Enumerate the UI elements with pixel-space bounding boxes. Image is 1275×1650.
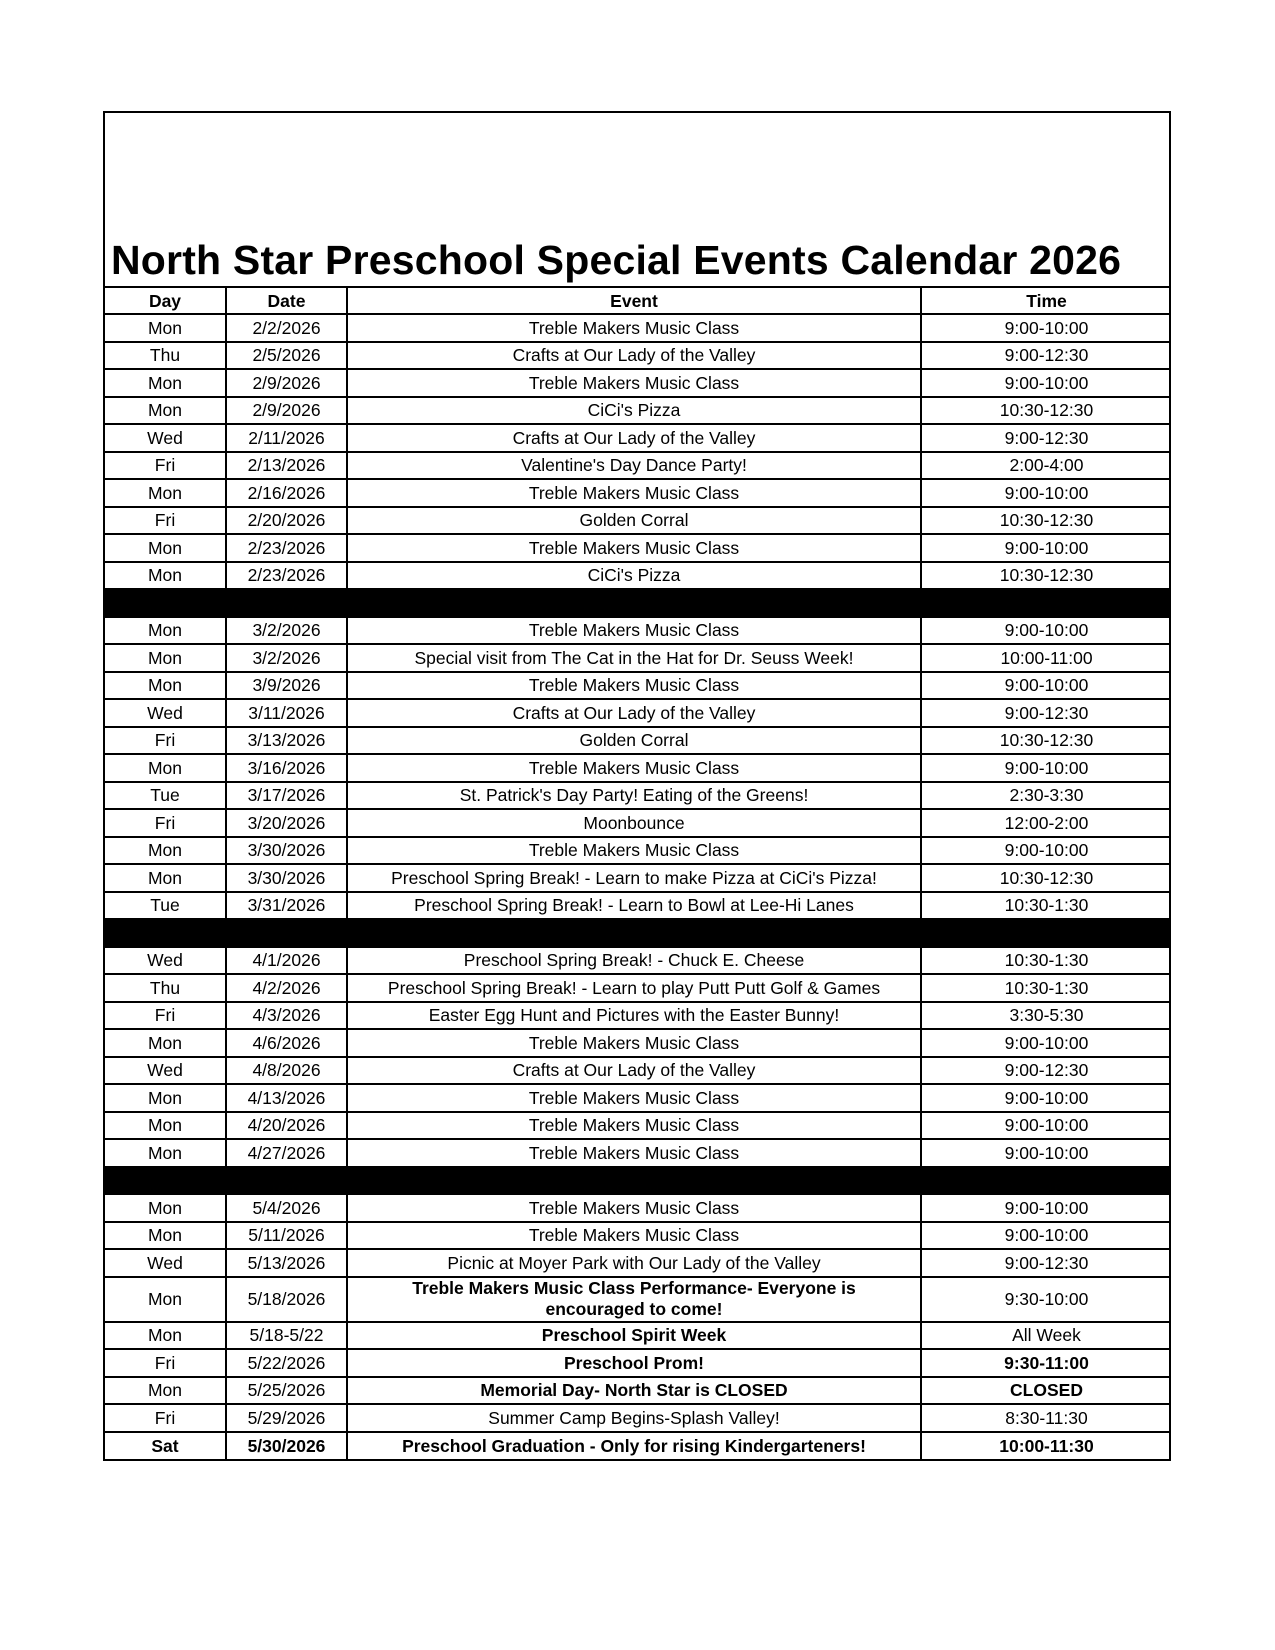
cell-day: Mon <box>105 672 226 700</box>
cell-time: 9:00-10:00 <box>921 369 1171 397</box>
cell-event: Special visit from The Cat in the Hat for Dr. Seuss Week! <box>347 644 921 672</box>
cell-event: CiCi's Pizza <box>347 562 921 590</box>
header-date: Date <box>226 287 347 314</box>
month-separator <box>105 1167 1171 1195</box>
cell-day: Wed <box>105 947 226 975</box>
cell-day: Wed <box>105 1249 226 1277</box>
cell-event: Preschool Prom! <box>347 1349 921 1377</box>
table-row <box>105 1249 1171 1277</box>
page-title: North Star Preschool Special Events Calendar 2026 <box>111 237 1122 283</box>
table-row <box>105 479 1171 507</box>
cell-date: 2/11/2026 <box>226 424 347 452</box>
header-day: Day <box>105 287 226 314</box>
cell-time: 10:30-1:30 <box>921 947 1171 975</box>
table-row <box>105 314 1171 342</box>
cell-event: CiCi's Pizza <box>347 397 921 425</box>
month-separator-bar <box>105 1167 1171 1195</box>
cell-time: 9:00-10:00 <box>921 314 1171 342</box>
cell-time: 9:00-10:00 <box>921 1112 1171 1140</box>
cell-event: Golden Corral <box>347 507 921 535</box>
cell-day: Mon <box>105 314 226 342</box>
cell-date: 4/8/2026 <box>226 1057 347 1085</box>
cell-time: 12:00-2:00 <box>921 809 1171 837</box>
cell-date: 3/2/2026 <box>226 644 347 672</box>
cell-day: Mon <box>105 1139 226 1167</box>
cell-day: Fri <box>105 452 226 480</box>
cell-time: 9:00-10:00 <box>921 617 1171 645</box>
month-separator-bar <box>105 919 1171 947</box>
cell-time: 10:30-12:30 <box>921 864 1171 892</box>
cell-event: Preschool Spring Break! - Learn to make Pizza at CiCi's Pizza! <box>347 864 921 892</box>
cell-time: 8:30-11:30 <box>921 1404 1171 1432</box>
cell-day: Mon <box>105 1377 226 1405</box>
cell-date: 3/11/2026 <box>226 699 347 727</box>
cell-day: Mon <box>105 1277 226 1322</box>
cell-date: 5/18/2026 <box>226 1277 347 1322</box>
cell-time: 2:00-4:00 <box>921 452 1171 480</box>
table-row <box>105 809 1171 837</box>
cell-event: Preschool Spring Break! - Learn to play Putt Putt Golf & Games <box>347 974 921 1002</box>
cell-time: 9:00-10:00 <box>921 534 1171 562</box>
cell-event: Easter Egg Hunt and Pictures with the Easter Bunny! <box>347 1002 921 1030</box>
table-row <box>105 892 1171 920</box>
table-row <box>105 947 1171 975</box>
cell-event: Treble Makers Music Class <box>347 1222 921 1250</box>
table-row <box>105 1349 1171 1377</box>
cell-event: Moonbounce <box>347 809 921 837</box>
cell-time: 9:00-10:00 <box>921 672 1171 700</box>
cell-event: Memorial Day- North Star is CLOSED <box>347 1377 921 1405</box>
table-row <box>105 1194 1171 1222</box>
cell-day: Tue <box>105 892 226 920</box>
cell-date: 5/30/2026 <box>226 1432 347 1460</box>
cell-date: 2/9/2026 <box>226 369 347 397</box>
cell-time: 2:30-3:30 <box>921 782 1171 810</box>
cell-date: 3/9/2026 <box>226 672 347 700</box>
cell-day: Mon <box>105 754 226 782</box>
cell-date: 2/23/2026 <box>226 562 347 590</box>
cell-date: 2/5/2026 <box>226 342 347 370</box>
cell-event: Crafts at Our Lady of the Valley <box>347 1057 921 1085</box>
table-row <box>105 507 1171 535</box>
table-row <box>105 342 1171 370</box>
table-row <box>105 1322 1171 1350</box>
cell-day: Mon <box>105 617 226 645</box>
cell-date: 5/29/2026 <box>226 1404 347 1432</box>
cell-date: 3/20/2026 <box>226 809 347 837</box>
cell-day: Mon <box>105 562 226 590</box>
cell-date: 2/9/2026 <box>226 397 347 425</box>
cell-event: Golden Corral <box>347 727 921 755</box>
cell-day: Mon <box>105 479 226 507</box>
cell-day: Thu <box>105 342 226 370</box>
cell-date: 4/6/2026 <box>226 1029 347 1057</box>
table-row <box>105 727 1171 755</box>
cell-event: Picnic at Moyer Park with Our Lady of the Valley <box>347 1249 921 1277</box>
cell-day: Mon <box>105 1194 226 1222</box>
cell-date: 4/13/2026 <box>226 1084 347 1112</box>
cell-time: 9:00-12:30 <box>921 424 1171 452</box>
cell-event: Crafts at Our Lady of the Valley <box>347 699 921 727</box>
cell-time: 10:30-1:30 <box>921 892 1171 920</box>
cell-day: Mon <box>105 369 226 397</box>
cell-time: 9:00-10:00 <box>921 1194 1171 1222</box>
cell-event: Summer Camp Begins-Splash Valley! <box>347 1404 921 1432</box>
cell-time: 10:30-12:30 <box>921 507 1171 535</box>
table-row <box>105 452 1171 480</box>
cell-date: 3/17/2026 <box>226 782 347 810</box>
month-separator <box>105 919 1171 947</box>
table-row <box>105 782 1171 810</box>
cell-date: 5/13/2026 <box>226 1249 347 1277</box>
cell-time: 9:00-10:00 <box>921 1029 1171 1057</box>
cell-time: 9:00-10:00 <box>921 837 1171 865</box>
cell-event: Treble Makers Music Class <box>347 754 921 782</box>
cell-day: Mon <box>105 1112 226 1140</box>
cell-time: 10:00-11:30 <box>921 1432 1171 1460</box>
cell-time: 10:30-12:30 <box>921 562 1171 590</box>
cell-time: 10:30-12:30 <box>921 397 1171 425</box>
cell-event: Treble Makers Music Class <box>347 369 921 397</box>
table-row <box>105 617 1171 645</box>
cell-day: Wed <box>105 1057 226 1085</box>
cell-day: Mon <box>105 534 226 562</box>
cell-time: 9:00-10:00 <box>921 479 1171 507</box>
cell-event: Treble Makers Music Class <box>347 1112 921 1140</box>
cell-time: 9:00-12:30 <box>921 699 1171 727</box>
cell-date: 4/3/2026 <box>226 1002 347 1030</box>
table-row <box>105 1377 1171 1405</box>
cell-event: Treble Makers Music Class <box>347 1139 921 1167</box>
calendar-sheet <box>103 111 1171 1461</box>
cell-day: Fri <box>105 507 226 535</box>
cell-time: 9:30-10:00 <box>921 1277 1171 1322</box>
cell-event: Preschool Spring Break! - Learn to Bowl at Lee-Hi Lanes <box>347 892 921 920</box>
cell-time: 9:00-12:30 <box>921 1057 1171 1085</box>
cell-event: Treble Makers Music Class <box>347 314 921 342</box>
cell-time: 10:00-11:00 <box>921 644 1171 672</box>
table-row <box>105 1139 1171 1167</box>
table-row <box>105 644 1171 672</box>
cell-date: 5/18-5/22 <box>226 1322 347 1350</box>
events-table <box>105 286 1171 1459</box>
cell-time: 10:30-1:30 <box>921 974 1171 1002</box>
table-row <box>105 397 1171 425</box>
header-event: Event <box>347 287 921 314</box>
table-row <box>105 1112 1171 1140</box>
cell-date: 3/31/2026 <box>226 892 347 920</box>
table-row <box>105 1222 1171 1250</box>
cell-day: Mon <box>105 864 226 892</box>
cell-date: 2/2/2026 <box>226 314 347 342</box>
cell-date: 4/2/2026 <box>226 974 347 1002</box>
table-row <box>105 1057 1171 1085</box>
cell-date: 5/22/2026 <box>226 1349 347 1377</box>
cell-time: 9:00-10:00 <box>921 1222 1171 1250</box>
cell-event: Treble Makers Music Class <box>347 672 921 700</box>
cell-day: Fri <box>105 1349 226 1377</box>
table-row <box>105 534 1171 562</box>
cell-event: Crafts at Our Lady of the Valley <box>347 342 921 370</box>
table-row <box>105 974 1171 1002</box>
table-row <box>105 562 1171 590</box>
cell-time: 9:30-11:00 <box>921 1349 1171 1377</box>
cell-day: Tue <box>105 782 226 810</box>
cell-event: Treble Makers Music Class <box>347 1084 921 1112</box>
cell-date: 3/2/2026 <box>226 617 347 645</box>
cell-day: Thu <box>105 974 226 1002</box>
cell-event: Treble Makers Music Class <box>347 534 921 562</box>
table-row <box>105 369 1171 397</box>
cell-time: 9:00-12:30 <box>921 1249 1171 1277</box>
cell-event: Treble Makers Music Class Performance- Everyone is encouraged to come! <box>347 1277 921 1322</box>
cell-day: Fri <box>105 1404 226 1432</box>
cell-day: Fri <box>105 809 226 837</box>
cell-event: Preschool Spirit Week <box>347 1322 921 1350</box>
cell-day: Mon <box>105 1029 226 1057</box>
cell-time: CLOSED <box>921 1377 1171 1405</box>
header-time: Time <box>921 287 1171 314</box>
table-row <box>105 699 1171 727</box>
table-row <box>105 1404 1171 1432</box>
cell-date: 4/20/2026 <box>226 1112 347 1140</box>
table-row <box>105 1002 1171 1030</box>
cell-event: Treble Makers Music Class <box>347 1029 921 1057</box>
cell-event: Preschool Graduation - Only for rising Kindergarteners! <box>347 1432 921 1460</box>
cell-date: 3/30/2026 <box>226 864 347 892</box>
cell-date: 5/11/2026 <box>226 1222 347 1250</box>
events-body <box>105 314 1171 1459</box>
month-separator <box>105 589 1171 617</box>
cell-date: 2/23/2026 <box>226 534 347 562</box>
cell-time: 3:30-5:30 <box>921 1002 1171 1030</box>
cell-date: 3/13/2026 <box>226 727 347 755</box>
cell-event: Treble Makers Music Class <box>347 837 921 865</box>
cell-event: St. Patrick's Day Party! Eating of the Greens! <box>347 782 921 810</box>
cell-event: Treble Makers Music Class <box>347 1194 921 1222</box>
cell-event: Treble Makers Music Class <box>347 479 921 507</box>
table-row <box>105 672 1171 700</box>
cell-event: Treble Makers Music Class <box>347 617 921 645</box>
table-row <box>105 424 1171 452</box>
cell-event: Preschool Spring Break! - Chuck E. Cheese <box>347 947 921 975</box>
month-separator-bar <box>105 589 1171 617</box>
cell-date: 2/13/2026 <box>226 452 347 480</box>
cell-day: Mon <box>105 1222 226 1250</box>
cell-time: All Week <box>921 1322 1171 1350</box>
cell-time: 10:30-12:30 <box>921 727 1171 755</box>
header-row <box>105 287 1171 314</box>
cell-time: 9:00-10:00 <box>921 1139 1171 1167</box>
cell-day: Mon <box>105 644 226 672</box>
cell-day: Wed <box>105 699 226 727</box>
cell-date: 3/16/2026 <box>226 754 347 782</box>
cell-event: Crafts at Our Lady of the Valley <box>347 424 921 452</box>
cell-event: Valentine's Day Dance Party! <box>347 452 921 480</box>
cell-date: 4/1/2026 <box>226 947 347 975</box>
cell-day: Mon <box>105 1322 226 1350</box>
cell-date: 4/27/2026 <box>226 1139 347 1167</box>
cell-day: Mon <box>105 837 226 865</box>
table-row <box>105 864 1171 892</box>
cell-time: 9:00-10:00 <box>921 1084 1171 1112</box>
cell-day: Fri <box>105 1002 226 1030</box>
cell-day: Wed <box>105 424 226 452</box>
cell-date: 2/20/2026 <box>226 507 347 535</box>
cell-date: 2/16/2026 <box>226 479 347 507</box>
cell-time: 9:00-10:00 <box>921 754 1171 782</box>
table-row <box>105 1432 1171 1460</box>
title-area <box>105 113 1169 286</box>
table-row <box>105 1277 1171 1322</box>
cell-day: Fri <box>105 727 226 755</box>
cell-date: 5/4/2026 <box>226 1194 347 1222</box>
cell-day: Mon <box>105 397 226 425</box>
table-row <box>105 1084 1171 1112</box>
cell-date: 5/25/2026 <box>226 1377 347 1405</box>
table-row <box>105 754 1171 782</box>
cell-date: 3/30/2026 <box>226 837 347 865</box>
cell-time: 9:00-12:30 <box>921 342 1171 370</box>
cell-day: Mon <box>105 1084 226 1112</box>
cell-day: Sat <box>105 1432 226 1460</box>
table-row <box>105 837 1171 865</box>
table-row <box>105 1029 1171 1057</box>
